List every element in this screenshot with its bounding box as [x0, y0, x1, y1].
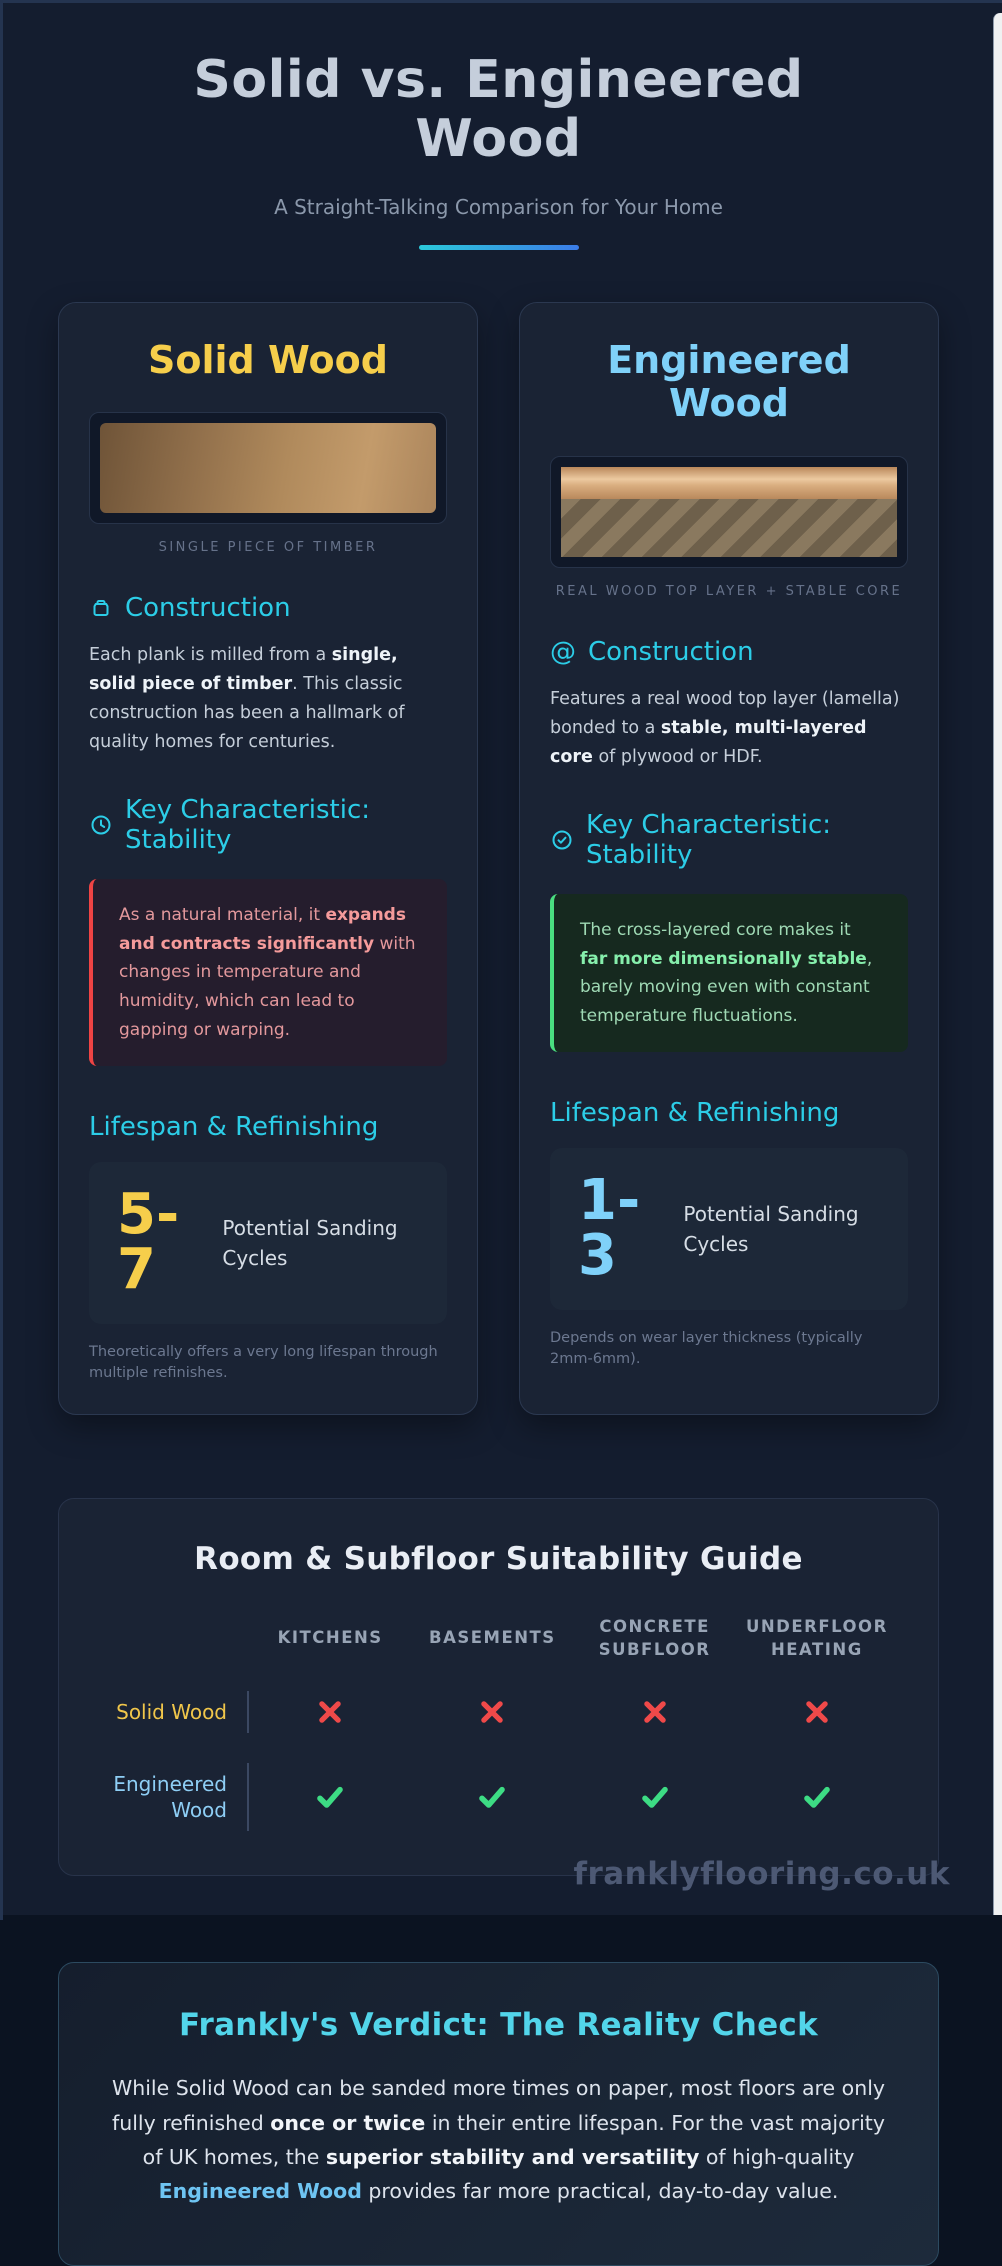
clock-icon	[89, 813, 113, 837]
text-segment: far more dimensionally stable	[580, 948, 867, 969]
cross-icon	[315, 1697, 345, 1727]
check-circle-icon	[550, 828, 574, 852]
text-segment: superior stability and versatility	[325, 2144, 700, 2169]
table-column-header: BASEMENTS	[429, 1628, 556, 1648]
engineered-stability-alert	[550, 894, 908, 1052]
engineered-construction-text	[550, 685, 908, 772]
engineered-plank-top-layer	[561, 467, 897, 499]
text-segment: stable, multi-layered core	[550, 717, 867, 767]
archive-box-icon	[89, 596, 113, 620]
table-row-label: Engineered Wood	[99, 1763, 249, 1831]
engineered-plank-caption: REAL WOOD TOP LAYER + STABLE CORE	[555, 583, 903, 599]
check-icon	[639, 1781, 671, 1813]
suitability-cell	[574, 1781, 736, 1813]
solid-wood-card	[58, 302, 478, 1415]
solid-stat-value: 5-7	[117, 1182, 180, 1302]
check-icon	[801, 1781, 833, 1813]
engineered-wood-card	[519, 302, 939, 1415]
suitability-cell	[249, 1781, 411, 1813]
text-segment: expands and contracts significantly	[119, 905, 406, 954]
engineered-lifespan-heading: Lifespan & Refinishing	[550, 1098, 840, 1129]
page-title: Solid vs. Engineered Wood	[193, 50, 804, 169]
engineered-plank-frame	[550, 456, 908, 568]
engineered-plank-core-layer	[561, 499, 897, 557]
solid-plank-graphic	[100, 423, 436, 513]
engineered-stat-value: 1-3	[578, 1168, 641, 1289]
bottom-edge	[3, 1915, 1002, 1920]
scrollbar-track[interactable]	[993, 13, 1002, 1915]
engineered-stat-box	[550, 1148, 908, 1310]
text-segment: , barely moving even with constant temperature fluctuations.	[580, 948, 873, 1026]
engineered-key-heading	[550, 810, 908, 870]
text-segment: in their entire lifespan. For the vast majority of UK homes, the	[142, 2110, 885, 2169]
solid-footnote: Theoretically offers a very long lifespan through multiple refinishes.	[89, 1343, 438, 1381]
text-segment: with changes in temperature and humidity, which can lead to gapping or warping.	[119, 933, 416, 1040]
suitability-cell	[736, 1697, 898, 1727]
suitability-table	[99, 1615, 898, 1831]
text-segment: The cross-layered core makes it	[580, 920, 851, 941]
text-segment: Each plank is milled from a	[89, 645, 332, 666]
solid-plank-frame	[89, 412, 447, 524]
suitability-cell	[736, 1781, 898, 1813]
text-segment: provides far more practical, day-to-day value.	[361, 2179, 839, 2204]
cross-icon	[640, 1697, 670, 1727]
comparison-cards	[3, 302, 994, 1415]
suitability-title: Room & Subfloor Suitability Guide	[194, 1540, 803, 1577]
text-segment: . This classic construction has been a hallmark of quality homes for centuries.	[89, 674, 405, 753]
accent-divider	[419, 245, 579, 250]
table-column-header: KITCHENS	[277, 1628, 383, 1648]
solid-card-title: Solid Wood	[148, 337, 388, 382]
suitability-cell	[411, 1697, 573, 1727]
text-segment: of plywood or HDF.	[592, 746, 763, 767]
suitability-cell	[249, 1697, 411, 1727]
text-segment: single, solid piece of timber	[89, 645, 398, 695]
text-segment: Features a real wood top layer (lamella) bonded to a	[550, 688, 900, 738]
solid-plank-caption: SINGLE PIECE OF TIMBER	[158, 540, 378, 556]
cross-icon	[477, 1697, 507, 1727]
verdict-card	[58, 1962, 939, 2266]
suitability-cell	[574, 1697, 736, 1727]
cross-icon	[802, 1697, 832, 1727]
check-icon	[476, 1781, 508, 1813]
table-column-header: UNDERFLOOR HEATING	[745, 1616, 888, 1659]
at-sign-icon: @	[550, 636, 576, 667]
solid-construction-text	[89, 641, 447, 757]
table-row-label: Solid Wood	[99, 1691, 249, 1733]
solid-key-heading	[89, 795, 447, 855]
engineered-stat-label: Potential Sanding Cycles	[683, 1202, 859, 1257]
engineered-plank-graphic	[561, 467, 897, 557]
engineered-card-title: Engineered Wood	[607, 337, 851, 426]
solid-construction-heading	[89, 593, 447, 623]
check-icon	[314, 1781, 346, 1813]
solid-key-heading-label: Key Characteristic: Stability	[125, 795, 371, 856]
engineered-footnote: Depends on wear layer thickness (typically 2mm-6mm).	[550, 1329, 863, 1367]
text-segment: of high-quality	[699, 2144, 855, 2169]
suitability-cell	[411, 1781, 573, 1813]
header	[3, 3, 994, 250]
suitability-guide-card	[58, 1498, 939, 1876]
text-segment: Engineered Wood	[158, 2179, 362, 2204]
text-segment: As a natural material, it	[119, 905, 326, 926]
page-subtitle: A Straight-Talking Comparison for Your Home	[274, 194, 723, 219]
verdict-text	[109, 2071, 888, 2209]
solid-stat-box	[89, 1162, 447, 1324]
verdict-title: Frankly's Verdict: The Reality Check	[178, 2007, 819, 2044]
solid-stability-alert	[89, 879, 447, 1066]
text-segment: once or twice	[270, 2110, 426, 2135]
text-segment: While Solid Wood can be sanded more times on paper, most floors are only fully refinished	[111, 2076, 886, 2135]
solid-lifespan-heading: Lifespan & Refinishing	[89, 1112, 379, 1143]
website-watermark: franklyflooring.co.uk	[573, 1856, 950, 1892]
solid-stat-label: Potential Sanding Cycles	[222, 1215, 398, 1270]
engineered-key-heading-label: Key Characteristic: Stability	[586, 810, 832, 871]
engineered-construction-heading-label: Construction	[588, 636, 754, 667]
solid-construction-heading-label: Construction	[125, 593, 291, 624]
engineered-construction-heading	[550, 637, 908, 667]
table-column-header: CONCRETE SUBFLOOR	[598, 1616, 711, 1659]
